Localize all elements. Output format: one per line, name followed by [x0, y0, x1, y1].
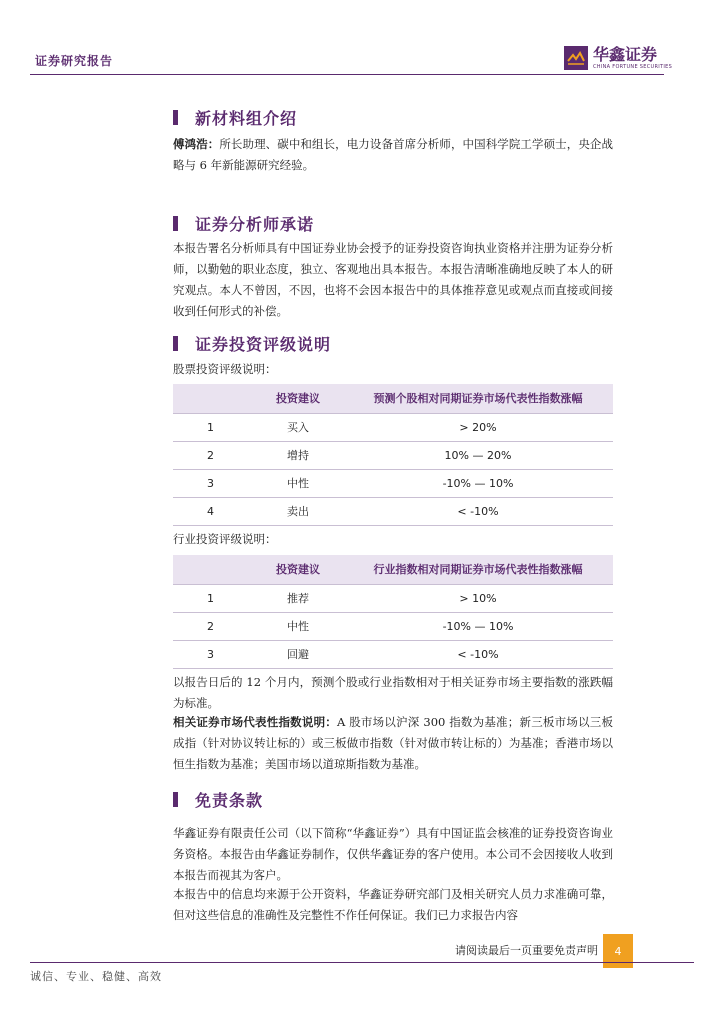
- table-cell: > 10%: [343, 584, 613, 612]
- table-cell: 1: [173, 584, 253, 612]
- table-header-row: [173, 555, 613, 584]
- section-heading-commitment: [173, 212, 314, 235]
- analyst-bio: 所长助理、碳中和组长，电力设备首席分析师，中国科学院工学硕士，央企战略与 6 年新能源研究经验。: [173, 137, 613, 172]
- industry-rating-label: 行业投资评级说明：: [173, 532, 277, 546]
- table-row: [173, 584, 613, 612]
- footer-tagline: 诚信、专业、稳健、高效: [30, 970, 162, 983]
- table-header-cell: 行业指数相对同期证券市场代表性指数涨幅: [343, 555, 613, 584]
- logo-mark-icon: [564, 46, 588, 70]
- commitment-text: 本报告署名分析师具有中国证券业协会授予的证券投资咨询执业资格并注册为证券分析师，以勤勉的职业态度，独立、客观地出具本报告。本报告清晰准确地反映了本人的研究观点。本人不曾因，不因，也将不会因本报告中的具体推荐意见或观点而直接或间接收到任何形式的补偿。: [173, 241, 613, 318]
- stock-rating-label: 股票投资评级说明：: [173, 362, 277, 376]
- table-cell: 1: [173, 413, 253, 441]
- rating-basis-text: 以报告日后的 12 个月内，预测个股或行业指数相对于相关证券市场主要指数的涨跌幅为标准。: [173, 675, 613, 710]
- stock-rating-table: [173, 384, 613, 526]
- table-row: [173, 441, 613, 469]
- table-cell: 回避: [253, 640, 343, 668]
- industry-rating-table: [173, 555, 613, 669]
- table-row: [173, 612, 613, 640]
- table-cell: 2: [173, 441, 253, 469]
- section-marker: [173, 216, 178, 231]
- table-row: [173, 413, 613, 441]
- section-title: 证券投资评级说明: [195, 335, 332, 354]
- read-disclaimer-note: 请阅读最后一页重要免责声明: [455, 944, 598, 957]
- table-cell: -10% — 10%: [343, 612, 613, 640]
- table-header-cell: [173, 384, 253, 413]
- table-header-cell: 预测个股相对同期证券市场代表性指数涨幅: [343, 384, 613, 413]
- disclaimer-paragraph-1: 华鑫证券有限责任公司（以下简称“华鑫证券”）具有中国证监会核准的证券投资咨询业务资格。本报告由华鑫证券制作，仅供华鑫证券的客户使用。本公司不会因接收人收到本报告而视其为客户。: [173, 826, 613, 882]
- report-type-label: 证券研究报告: [35, 54, 114, 68]
- table-cell: < -10%: [343, 497, 613, 525]
- company-logo: [564, 44, 672, 72]
- section-marker: [173, 336, 178, 351]
- analyst-name: 傅鸿浩：: [173, 137, 220, 151]
- section-title: 证券分析师承诺: [195, 215, 315, 234]
- page-number: 4: [603, 934, 633, 968]
- table-row: [173, 469, 613, 497]
- table-header-row: [173, 384, 613, 413]
- table-cell: 3: [173, 640, 253, 668]
- footer-divider: [30, 962, 694, 963]
- table-cell: 卖出: [253, 497, 343, 525]
- logo-english-name: CHINA FORTUNE SECURITIES: [593, 63, 673, 70]
- section-heading-rating: [173, 332, 331, 355]
- table-row: [173, 640, 613, 668]
- header-divider: [30, 74, 664, 75]
- table-cell: 推荐: [253, 584, 343, 612]
- table-cell: 10% — 20%: [343, 441, 613, 469]
- table-cell: < -10%: [343, 640, 613, 668]
- table-cell: 4: [173, 497, 253, 525]
- table-cell: 增持: [253, 441, 343, 469]
- section-heading-disclaimer: [173, 788, 263, 811]
- index-text: A 股市场以沪深 300 指数为基准；新三板市场以三板成指（针对协议转让标的）或三板做市指数（针对做市转让标的）为基准；香港市场以恒生指数为基准；美国市场以道琼斯指数为基准。: [173, 715, 613, 771]
- section-title: 新材料组介绍: [195, 109, 298, 128]
- logo-chinese-name: 华鑫证券: [593, 44, 658, 64]
- analyst-intro: [173, 134, 613, 176]
- table-cell: 买入: [253, 413, 343, 441]
- table-cell: > 20%: [343, 413, 613, 441]
- section-marker: [173, 792, 178, 807]
- index-label: 相关证券市场代表性指数说明：: [173, 715, 338, 729]
- table-cell: -10% — 10%: [343, 469, 613, 497]
- section-title: 免责条款: [195, 791, 264, 810]
- table-cell: 3: [173, 469, 253, 497]
- index-explanation: [173, 712, 613, 775]
- section-marker: [173, 110, 178, 125]
- disclaimer-paragraph-2: 本报告中的信息均来源于公开资料，华鑫证券研究部门及相关研究人员力求准确可靠，但对这些信息的准确性及完整性不作任何保证。我们已力求报告内容: [173, 887, 613, 922]
- table-row: [173, 497, 613, 525]
- table-header-cell: 投资建议: [253, 555, 343, 584]
- section-heading-team: [173, 106, 297, 129]
- page-header: [0, 0, 724, 78]
- table-header-cell: [173, 555, 253, 584]
- table-header-cell: 投资建议: [253, 384, 343, 413]
- table-cell: 中性: [253, 612, 343, 640]
- table-cell: 2: [173, 612, 253, 640]
- table-cell: 中性: [253, 469, 343, 497]
